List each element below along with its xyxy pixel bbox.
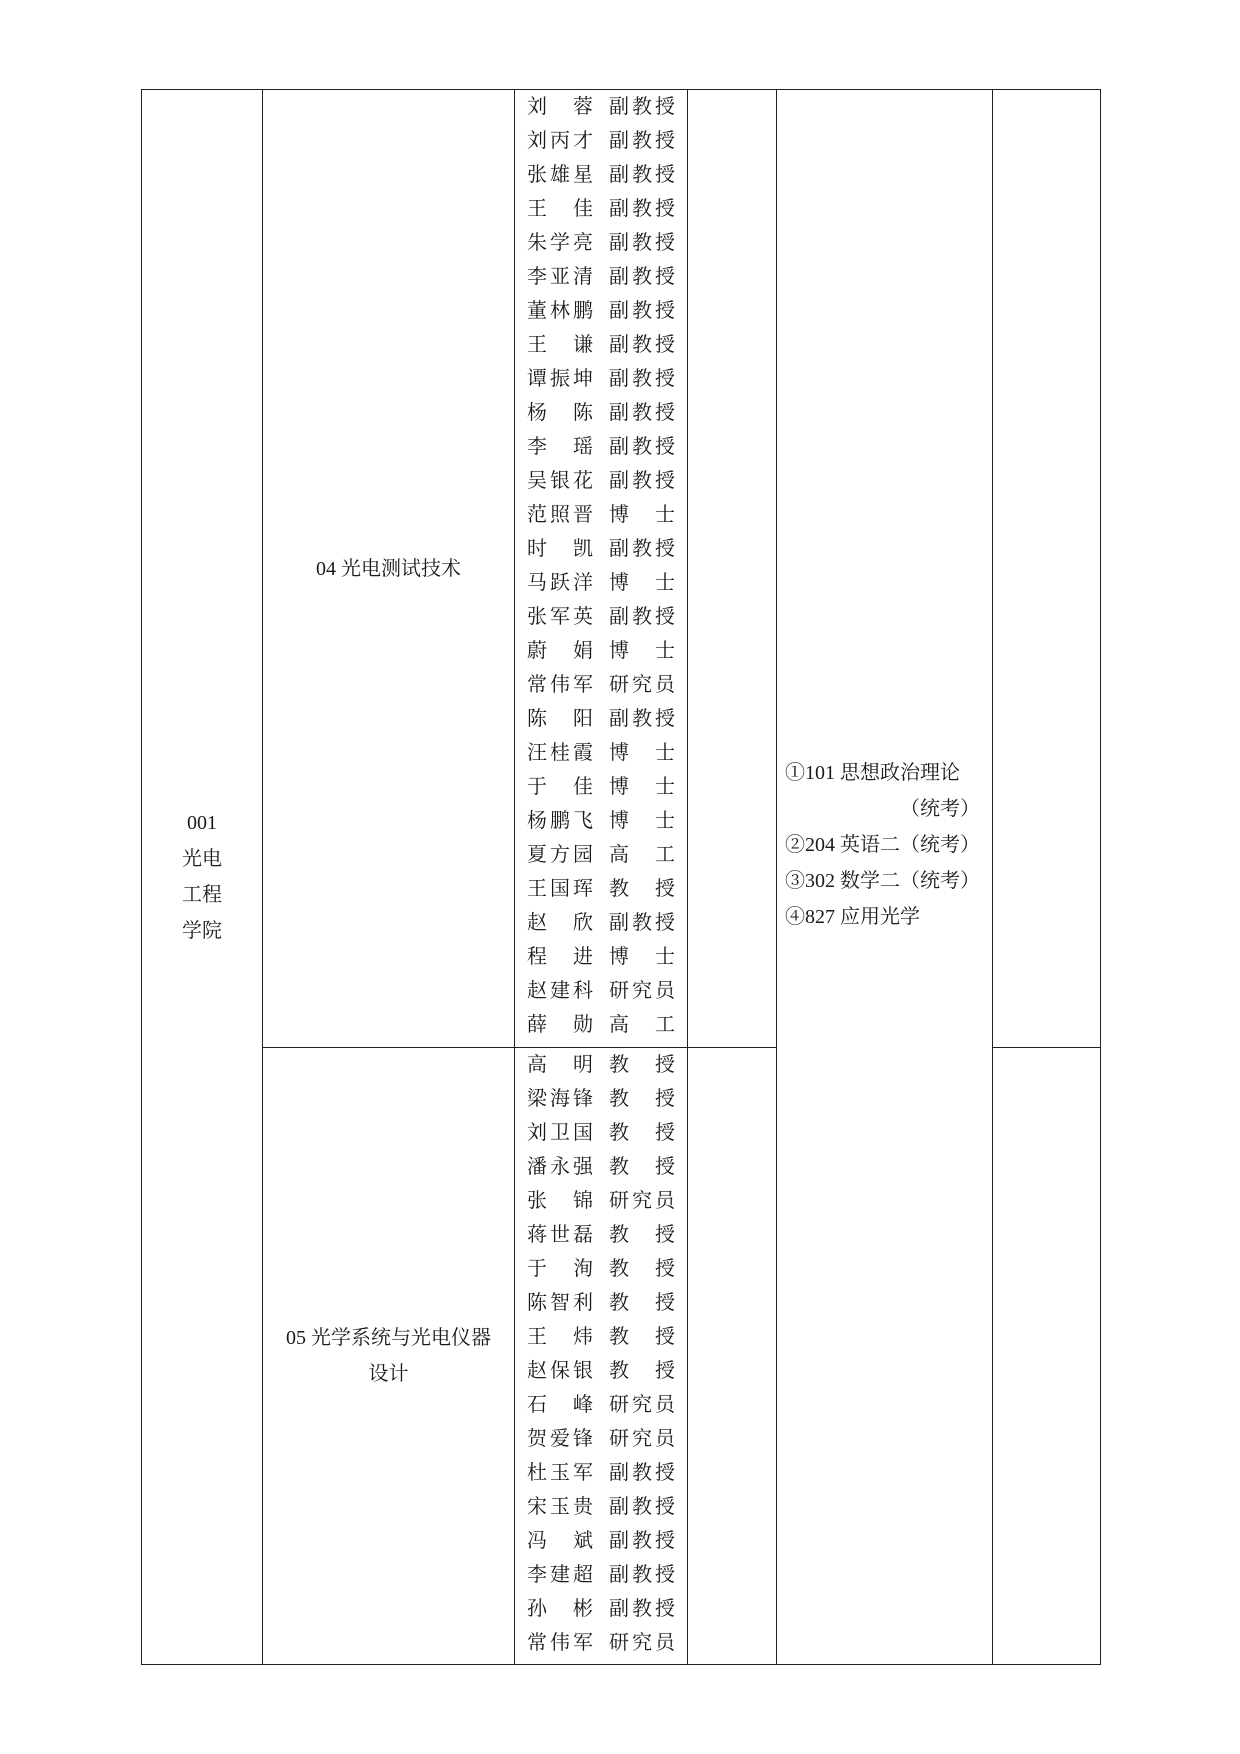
advisor-row: [515, 362, 687, 396]
advisor-title: 教 授: [609, 1258, 675, 1280]
advisor-title: 教 授: [609, 1224, 675, 1246]
advisor-title: 教 授: [609, 878, 675, 900]
advisor-name: 王 佳: [527, 198, 593, 220]
advisor-row: [515, 1008, 687, 1042]
empty-cell: [688, 90, 777, 1048]
advisor-row: [515, 192, 687, 226]
advisor-title: 副教授: [609, 402, 675, 424]
exam-subject-item: ①101 思想政治理论: [785, 762, 960, 784]
advisor-name: 刘卫国: [527, 1122, 593, 1144]
advisor-name: 李 瑶: [527, 436, 593, 458]
advisor-row: [515, 90, 687, 124]
advisor-row: [515, 328, 687, 362]
exam-subject-item: ③302 数学二（统考）: [785, 870, 980, 892]
advisor-row: [515, 464, 687, 498]
advisor-title: 副教授: [609, 198, 675, 220]
advisor-row: [515, 1048, 687, 1082]
advisor-name: 冯 斌: [527, 1530, 593, 1552]
advisor-title: 研究员: [609, 674, 675, 696]
advisor-title: 副教授: [609, 164, 675, 186]
advisor-name: 张 锦: [527, 1190, 593, 1212]
advisor-name: 高 明: [527, 1054, 593, 1076]
exam-subject-item: ②204 英语二（统考）: [785, 834, 980, 856]
advisor-row: [515, 1082, 687, 1116]
advisor-name: 杨鹏飞: [527, 810, 593, 832]
advisor-title: 副教授: [609, 538, 675, 560]
advisor-list: [515, 90, 687, 1042]
advisor-title: 副教授: [609, 368, 675, 390]
research-direction-label: 设计: [368, 1363, 409, 1385]
advisor-title: 博 士: [609, 776, 675, 798]
advisor-name: 王 谦: [527, 334, 593, 356]
advisor-name: 常伟军: [527, 1632, 593, 1654]
advisor-row: [515, 158, 687, 192]
empty-cell: [688, 1048, 777, 1665]
advisor-row: [515, 294, 687, 328]
advisor-title: 教 授: [609, 1054, 675, 1076]
advisor-name: 程 进: [527, 946, 593, 968]
advisor-name: 吴银花: [527, 470, 593, 492]
advisor-title: 研究员: [609, 1394, 675, 1416]
advisor-title: 博 士: [609, 946, 675, 968]
advisor-name: 蔚 娟: [527, 640, 593, 662]
advisor-title: 博 士: [609, 504, 675, 526]
advisor-name: 于 佳: [527, 776, 593, 798]
advisor-row: [515, 1218, 687, 1252]
college-code: 001: [187, 812, 217, 834]
advisor-name: 张雄星: [527, 164, 593, 186]
advisor-name: 马跃洋: [527, 572, 593, 594]
advisor-row: [515, 1184, 687, 1218]
advisor-row: [515, 1354, 687, 1388]
advisor-title: 博 士: [609, 572, 675, 594]
advisor-row: [515, 1422, 687, 1456]
advisor-title: 副教授: [609, 334, 675, 356]
advisor-title: 副教授: [609, 130, 675, 152]
advisor-name: 蒋世磊: [527, 1224, 593, 1246]
college-name-line: 工程: [182, 884, 222, 906]
advisor-row: [515, 906, 687, 940]
advisor-name: 杜玉军: [527, 1462, 593, 1484]
advisor-row: [515, 1150, 687, 1184]
advisor-row: [515, 634, 687, 668]
advisor-name: 潘永强: [527, 1156, 593, 1178]
advisor-title: 副教授: [609, 470, 675, 492]
advisor-name: 李建超: [527, 1564, 593, 1586]
advisor-name: 李亚清: [527, 266, 593, 288]
advisor-row: [515, 1558, 687, 1592]
advisor-row: [515, 260, 687, 294]
advisor-title: 副教授: [609, 1496, 675, 1518]
advisor-title: 高 工: [609, 844, 675, 866]
advisor-name: 范照晋: [527, 504, 593, 526]
advisor-name: 刘 蓉: [527, 96, 593, 118]
advisor-title: 副教授: [609, 1598, 675, 1620]
empty-cell: [993, 1048, 1101, 1665]
advisor-title: 研究员: [609, 980, 675, 1002]
advisor-name: 汪桂霞: [527, 742, 593, 764]
advisor-name: 王 炜: [527, 1326, 593, 1348]
advisors-cell: [515, 90, 688, 1048]
advisor-name: 陈智利: [527, 1292, 593, 1314]
advisor-name: 于 洵: [527, 1258, 593, 1280]
advisor-row: [515, 1116, 687, 1150]
advisor-name: 朱学亮: [527, 232, 593, 254]
advisor-name: 夏方园: [527, 844, 593, 866]
advisor-title: 博 士: [609, 742, 675, 764]
advisor-name: 常伟军: [527, 674, 593, 696]
advisor-name: 谭振坤: [527, 368, 593, 390]
advisor-title: 副教授: [609, 96, 675, 118]
advisor-row: [515, 1592, 687, 1626]
advisor-name: 赵 欣: [527, 912, 593, 934]
advisor-title: 教 授: [609, 1360, 675, 1382]
advisor-name: 时 凯: [527, 538, 593, 560]
advisor-title: 教 授: [609, 1326, 675, 1348]
advisor-title: 教 授: [609, 1156, 675, 1178]
advisor-title: 副教授: [609, 606, 675, 628]
advisor-name: 王国珲: [527, 878, 593, 900]
advisor-title: 副教授: [609, 232, 675, 254]
college-name-line: 光电: [182, 848, 222, 870]
advisor-row: [515, 1490, 687, 1524]
advisor-title: 研究员: [609, 1428, 675, 1450]
advisor-name: 赵建科: [527, 980, 593, 1002]
advisor-title: 副教授: [609, 1462, 675, 1484]
advisor-title: 副教授: [609, 436, 675, 458]
advisor-title: 副教授: [609, 912, 675, 934]
advisor-row: [515, 1286, 687, 1320]
advisor-row: [515, 838, 687, 872]
advisor-title: 副教授: [609, 708, 675, 730]
research-direction-label: 04 光电测试技术: [316, 557, 461, 580]
admissions-table: [141, 89, 1101, 1665]
advisor-row: [515, 124, 687, 158]
advisor-row: [515, 396, 687, 430]
advisor-name: 赵保银: [527, 1360, 593, 1382]
advisor-row: [515, 736, 687, 770]
advisor-row: [515, 804, 687, 838]
advisor-row: [515, 1456, 687, 1490]
advisor-row: [515, 1524, 687, 1558]
advisor-name: 杨 陈: [527, 402, 593, 424]
advisor-list: [515, 1048, 687, 1660]
advisor-row: [515, 1388, 687, 1422]
advisor-name: 董林鹏: [527, 300, 593, 322]
advisor-title: 副教授: [609, 300, 675, 322]
advisor-name: 陈 阳: [527, 708, 593, 730]
advisor-title: 高 工: [609, 1014, 675, 1036]
exam-subject-item: （统考）: [900, 798, 980, 820]
advisor-title: 副教授: [609, 1564, 675, 1586]
advisor-row: [515, 770, 687, 804]
research-direction-cell: [263, 90, 515, 1048]
advisor-title: 博 士: [609, 640, 675, 662]
college-name-line: 学院: [182, 920, 222, 942]
advisor-name: 刘丙才: [527, 130, 593, 152]
advisor-row: [515, 702, 687, 736]
advisor-title: 研究员: [609, 1190, 675, 1212]
advisor-name: 孙 彬: [527, 1598, 593, 1620]
exam-subjects-cell: [777, 90, 993, 1665]
advisor-row: [515, 226, 687, 260]
advisor-title: 博 士: [609, 810, 675, 832]
advisor-title: 教 授: [609, 1088, 675, 1110]
research-direction-cell: [263, 1048, 515, 1665]
advisor-name: 石 峰: [527, 1394, 593, 1416]
advisor-row: [515, 566, 687, 600]
advisor-title: 研究员: [609, 1632, 675, 1654]
advisor-row: [515, 1252, 687, 1286]
advisor-name: 薛 勋: [527, 1014, 593, 1036]
advisor-row: [515, 668, 687, 702]
advisor-title: 副教授: [609, 1530, 675, 1552]
college-cell: [142, 90, 263, 1665]
exam-subject-item: ④827 应用光学: [785, 906, 920, 928]
advisor-name: 宋玉贵: [527, 1496, 593, 1518]
advisor-row: [515, 1626, 687, 1660]
advisor-row: [515, 430, 687, 464]
advisor-title: 副教授: [609, 266, 675, 288]
advisor-row: [515, 600, 687, 634]
advisor-row: [515, 498, 687, 532]
advisor-name: 贺爱锋: [527, 1428, 593, 1450]
empty-cell: [993, 90, 1101, 1048]
advisor-title: 教 授: [609, 1122, 675, 1144]
advisor-name: 张军英: [527, 606, 593, 628]
advisor-row: [515, 940, 687, 974]
advisor-row: [515, 872, 687, 906]
advisor-row: [515, 532, 687, 566]
advisors-cell: [515, 1048, 688, 1665]
advisor-name: 梁海锋: [527, 1088, 593, 1110]
research-direction-label: 05 光学系统与光电仪器: [286, 1327, 491, 1349]
advisor-row: [515, 1320, 687, 1354]
advisor-row: [515, 974, 687, 1008]
advisor-title: 教 授: [609, 1292, 675, 1314]
